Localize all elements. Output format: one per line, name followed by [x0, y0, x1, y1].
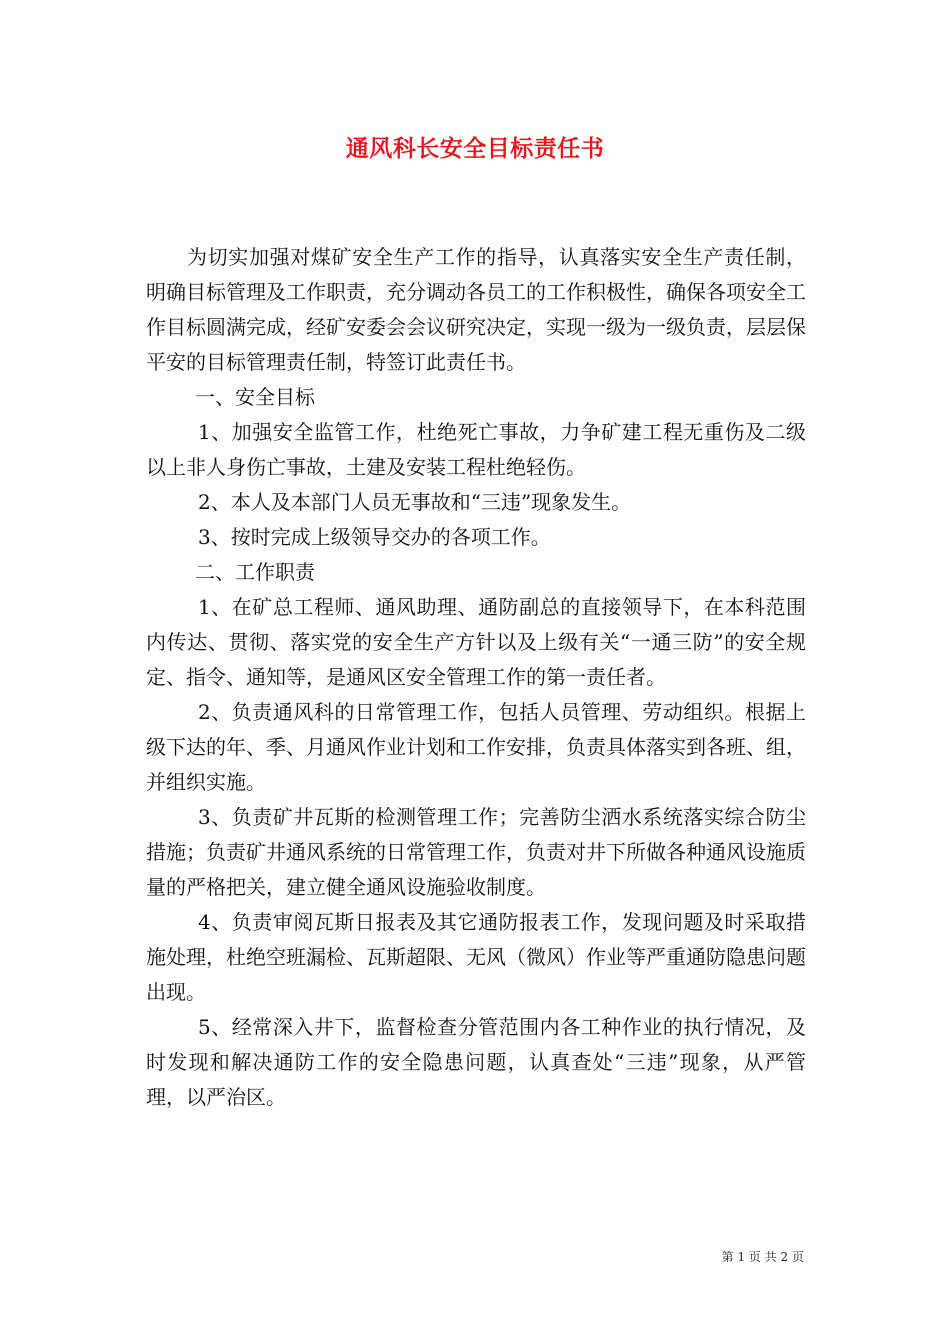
duty-item: 4、负责审阅瓦斯日报表及其它通防报表工作，发现问题及时采取措施处理，杜绝空班漏检、瓦斯超限、无风（微风）作业等严重通防隐患问题出现。 — [146, 910, 806, 1004]
page-number: 第 1 页 共 2 页 — [721, 1250, 804, 1264]
duty-item: 5、经常深入井下，监督检查分管范围内各工种作业的执行情况，及时发现和解决通防工作的安全隐患问题，认真查处“三违”现象，从严管理，以严治区。 — [146, 1015, 806, 1109]
safety-goal-item: 3、按时完成上级领导交办的各项工作。 — [198, 525, 551, 549]
duty-item: 1、在矿总工程师、通风助理、通防副总的直接领导下，在本科范围内传达、贯彻、落实党的安全生产方针以及上级有关“一通三防”的安全规定、指令、通知等，是通风区安全管理工作的第一责任者。 — [146, 595, 806, 689]
safety-goal-item: 1、加强安全监管工作，杜绝死亡事故，力争矿建工程无重伤及二级以上非人身伤亡事故，土建及安装工程杜绝轻伤。 — [146, 420, 806, 479]
document-title: 通风科长安全目标责任书 — [345, 135, 605, 162]
duty-item: 2、负责通风科的日常管理工作，包括人员管理、劳动组织。根据上级下达的年、季、月通风作业计划和工作安排，负责具体落实到各班、组，并组织实施。 — [146, 700, 806, 794]
section-heading-duties: 二、工作职责 — [195, 560, 315, 584]
section-heading-safety-goals: 一、安全目标 — [195, 385, 315, 409]
intro-paragraph: 为切实加强对煤矿安全生产工作的指导，认真落实安全生产责任制，明确目标管理及工作职责，充分调动各员工的工作积极性，确保各项安全工作目标圆满完成，经矿安委会会议研究决定，实现一级为一级负责，层层保平安的目标管理责任制，特签订此责任书。 — [146, 245, 806, 374]
document-body — [146, 240, 806, 1115]
safety-goal-item: 2、本人及本部门人员无事故和“三违”现象发生。 — [198, 490, 632, 514]
duty-item: 3、负责矿井瓦斯的检测管理工作；完善防尘洒水系统落实综合防尘措施；负责矿井通风系统的日常管理工作，负责对井下所做各种通风设施质量的严格把关，建立健全通风设施验收制度。 — [146, 805, 806, 899]
